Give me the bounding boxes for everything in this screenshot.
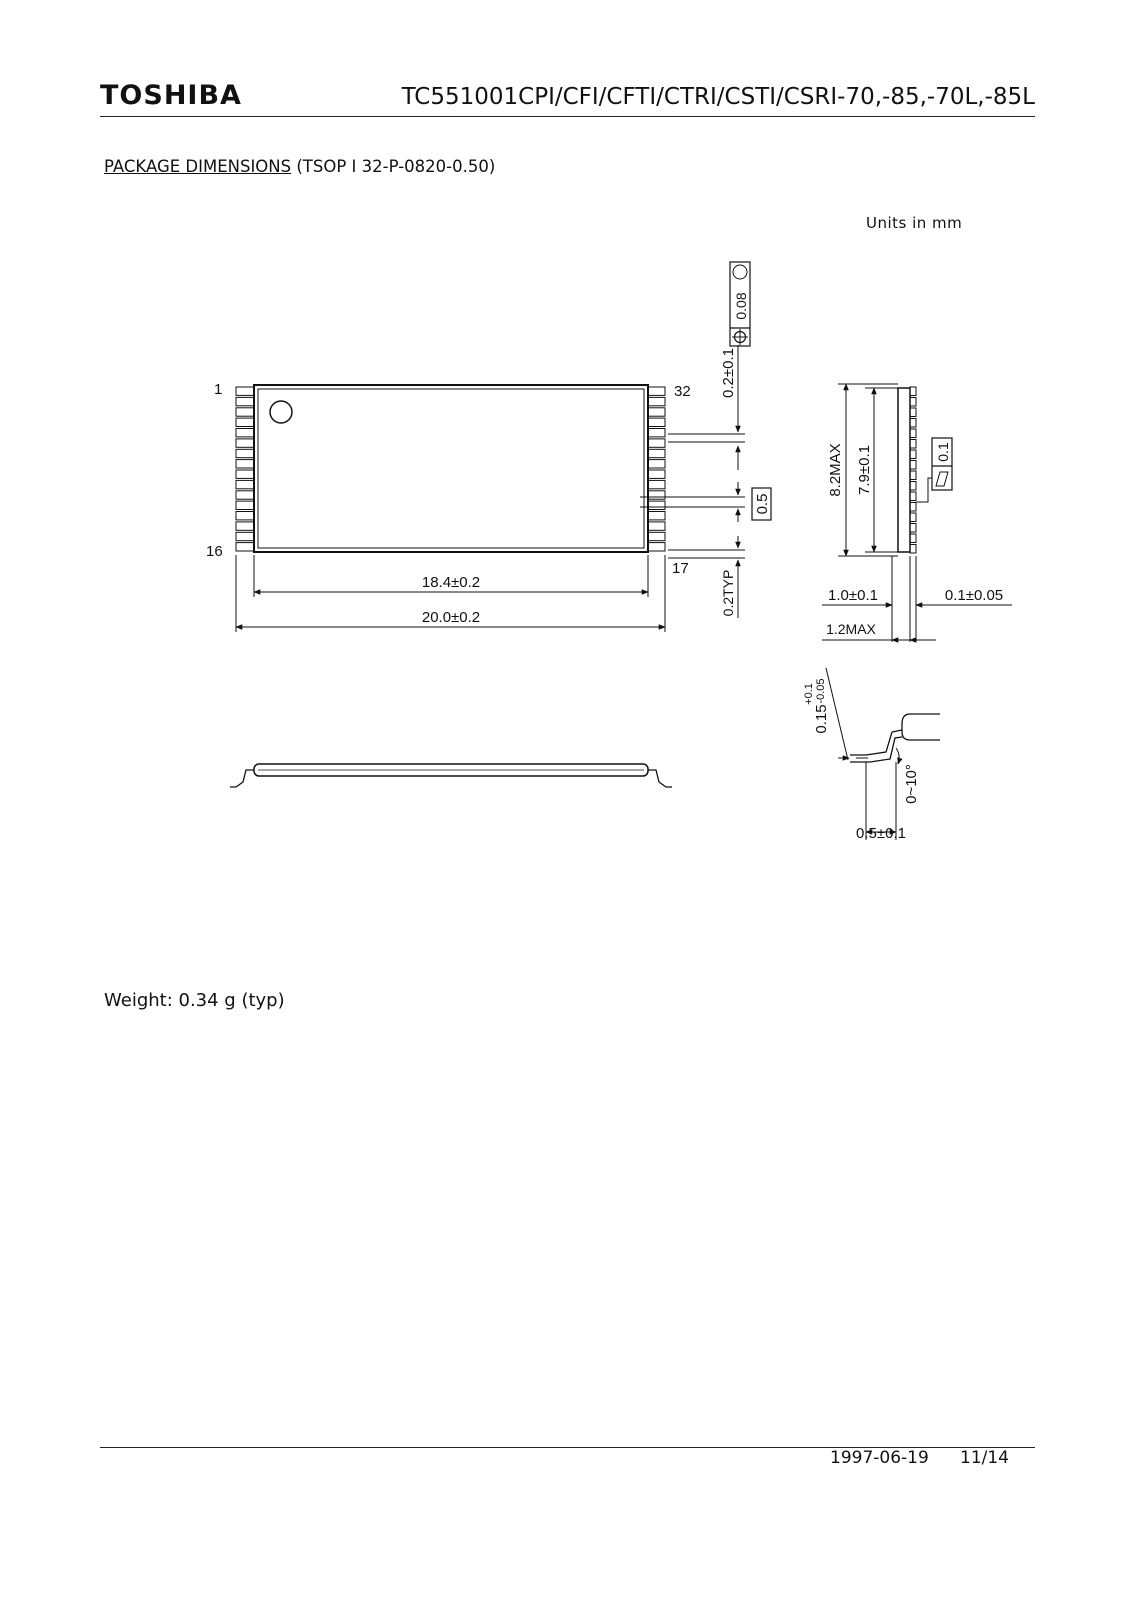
side-lead-pin	[910, 524, 916, 533]
thickness-tol-plus-label: +0.1	[803, 683, 815, 705]
lead-pin	[648, 429, 665, 437]
side-lead-pin	[910, 513, 916, 522]
thickness-tol-minus-label: -0.05	[815, 678, 827, 704]
lead-pin	[236, 522, 254, 530]
pin-17-label: 17	[672, 560, 689, 577]
left-leads	[236, 387, 254, 551]
side-lead-pin	[910, 503, 916, 512]
lead-pin	[648, 449, 665, 457]
pin-32-label: 32	[674, 383, 691, 400]
lead-pin	[648, 532, 665, 540]
lead-thickness-label: 0.15	[813, 704, 830, 734]
position-tolerance-label: 0.08	[733, 292, 749, 320]
units-note: Units in mm	[866, 214, 963, 232]
lead-angle-label: 0~10°	[903, 764, 920, 804]
lead-pin	[648, 543, 665, 551]
front-right-lead	[648, 770, 672, 787]
company-logo: TOSHIBA	[100, 80, 242, 111]
lead-pin	[648, 470, 665, 478]
end-offset-label: 0.2TYP	[720, 569, 736, 617]
side-lead-pin	[910, 429, 916, 438]
lead-angle-arc	[896, 748, 899, 764]
flatness-symbol-icon	[936, 472, 948, 486]
pitch-label: 0.5	[754, 493, 771, 515]
front-view	[230, 764, 672, 787]
lead-pin	[648, 408, 665, 416]
weight-note: Weight: 0.34 g (typ)	[104, 990, 285, 1011]
lead-pin	[236, 501, 254, 509]
lead-pin	[236, 543, 254, 551]
side-lead-pin	[910, 450, 916, 459]
lead-pin	[648, 491, 665, 499]
lead-pin	[648, 512, 665, 520]
standoff-label: 0.1±0.05	[944, 587, 1004, 604]
side-lead-pin	[910, 408, 916, 417]
lead-pin	[648, 387, 665, 395]
lead-pin	[236, 397, 254, 405]
overall-length-label: 20.0±0.2	[421, 609, 481, 626]
lead-pin	[236, 408, 254, 416]
lead-pin	[236, 418, 254, 426]
side-lead-pin	[910, 545, 916, 554]
lead-pin	[648, 480, 665, 488]
lead-pin	[236, 429, 254, 437]
lead-width-label: 0.2±0.1	[720, 348, 737, 398]
flatness-label: 0.1	[935, 442, 951, 462]
side-lead-pin	[910, 482, 916, 491]
side-lead-pin	[910, 471, 916, 480]
lead-pin	[236, 491, 254, 499]
package-dimensions-heading: PACKAGE DIMENSIONS	[104, 157, 292, 176]
side-lead-pin	[910, 534, 916, 543]
lead-pin	[236, 480, 254, 488]
package-code: (TSOP Ⅰ 32-P-0820-0.50)	[296, 157, 496, 176]
footer-page-number: 11/14	[960, 1448, 1009, 1468]
lead-pin	[648, 418, 665, 426]
side-lead-pin	[910, 419, 916, 428]
lead-pin	[648, 460, 665, 468]
side-lead-pin	[910, 461, 916, 470]
lead-pin	[648, 522, 665, 530]
package-body	[254, 385, 648, 552]
lead-detail	[826, 668, 940, 840]
side-lead-pin	[910, 398, 916, 407]
lead-pin	[236, 512, 254, 520]
lead-pin	[236, 532, 254, 540]
body-length-label: 18.4±0.2	[421, 574, 481, 591]
lead-pin	[648, 439, 665, 447]
side-leads	[910, 387, 916, 553]
side-body	[898, 388, 910, 552]
package-body-inner	[258, 389, 644, 548]
lead-pin	[648, 501, 665, 509]
lead-pin	[236, 439, 254, 447]
max-height-label: 1.2MAX	[826, 621, 876, 637]
side-lead-pin	[910, 387, 916, 396]
lead-pin	[236, 470, 254, 478]
front-left-lead	[230, 770, 254, 787]
pin-1-label: 1	[214, 381, 223, 398]
part-number: TC551001CPI/CFI/CFTI/CTRI/CSTI/CSRI-70,-85,-70L,-85L	[401, 84, 1035, 110]
mmc-symbol-icon	[733, 265, 747, 279]
max-width-label: 8.2MAX	[827, 443, 844, 497]
lead-pin	[236, 387, 254, 395]
top-view	[236, 262, 771, 632]
body-width-label: 7.9±0.1	[856, 445, 873, 495]
body-thickness-label: 1.0±0.1	[828, 587, 878, 604]
lead-pin	[236, 449, 254, 457]
lead-pin	[236, 460, 254, 468]
lead-pin	[648, 397, 665, 405]
right-leads	[648, 387, 665, 551]
foot-length-label: 0.5±0.1	[856, 825, 906, 842]
pin-16-label: 16	[206, 543, 223, 560]
side-lead-pin	[910, 440, 916, 449]
footer-date: 1997-06-19	[830, 1448, 929, 1468]
pin1-index-mark	[270, 401, 292, 423]
side-lead-pin	[910, 492, 916, 501]
detail-body	[902, 714, 940, 740]
